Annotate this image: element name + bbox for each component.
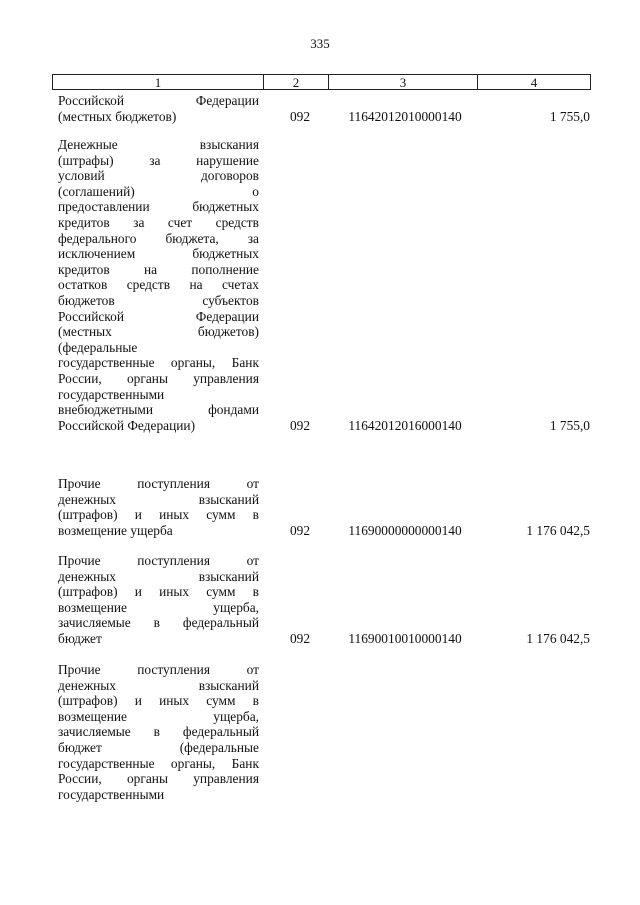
description-line bbox=[58, 184, 259, 200]
description-word: средств bbox=[215, 214, 259, 230]
description-word: договоров bbox=[200, 168, 259, 184]
description-word: управления bbox=[193, 771, 259, 787]
description-line bbox=[58, 631, 259, 647]
description-word: зачисляемые bbox=[58, 615, 131, 631]
description-line bbox=[58, 678, 259, 694]
description-word: федерального bbox=[58, 230, 137, 246]
description-word: федеральный bbox=[182, 724, 259, 740]
description-word: в bbox=[153, 724, 160, 740]
description-word: бюджетов) bbox=[197, 324, 259, 340]
description-line bbox=[58, 507, 259, 523]
description-word: денежных bbox=[58, 491, 116, 507]
description-line bbox=[58, 771, 259, 787]
row-description bbox=[58, 553, 259, 647]
description-line bbox=[58, 709, 259, 725]
description-word: бюджет bbox=[58, 630, 102, 646]
description-word: от bbox=[246, 662, 259, 677]
header-col-1: 1 bbox=[154, 75, 162, 90]
description-word: (штрафы) bbox=[58, 152, 114, 168]
row-description bbox=[58, 137, 259, 433]
description-word: Российской bbox=[58, 93, 124, 108]
description-line bbox=[58, 553, 259, 569]
description-word: в bbox=[252, 693, 259, 709]
description-word: бюджет bbox=[58, 739, 102, 755]
description-word: остатков bbox=[58, 277, 108, 293]
row-amount: 1 755,0 bbox=[549, 417, 590, 433]
description-word: в bbox=[252, 584, 259, 600]
description-word: Прочие bbox=[58, 553, 101, 568]
description-word: государственные bbox=[58, 355, 155, 371]
description-word: ущерба, bbox=[213, 708, 259, 724]
description-word: Прочие bbox=[58, 662, 101, 677]
description-word: иных bbox=[159, 693, 190, 709]
description-word: счетах bbox=[221, 277, 259, 293]
description-word: за bbox=[247, 230, 259, 246]
description-word: на bbox=[189, 277, 203, 293]
description-line bbox=[58, 600, 259, 616]
description-word: за bbox=[133, 214, 145, 230]
description-line bbox=[58, 137, 259, 153]
description-word: Банк bbox=[231, 355, 259, 371]
description-word: поступления bbox=[137, 662, 210, 677]
description-word: и bbox=[134, 507, 142, 523]
description-word: счет bbox=[167, 214, 193, 230]
description-line bbox=[58, 387, 259, 403]
description-word: Федерации bbox=[195, 308, 259, 324]
description-word: возмещение bbox=[58, 599, 127, 615]
description-line bbox=[58, 523, 259, 539]
description-word: Российской bbox=[58, 308, 124, 324]
row-code-budget: 11690010010000140 bbox=[348, 631, 462, 646]
description-word: пополнение bbox=[191, 261, 259, 277]
description-word: денежных bbox=[58, 568, 116, 584]
description-word: бюджетных bbox=[192, 246, 259, 262]
description-word: Денежные bbox=[58, 137, 118, 152]
description-word: сумм bbox=[206, 507, 236, 523]
description-word: внебюджетными bbox=[58, 402, 154, 418]
description-word: (местных бюджетов) bbox=[58, 108, 177, 124]
description-line bbox=[58, 371, 259, 387]
description-word: нарушение bbox=[196, 152, 259, 168]
description-line bbox=[58, 153, 259, 169]
description-word: поступления bbox=[137, 553, 210, 568]
description-word: исключением bbox=[58, 246, 136, 262]
description-word: Прочие bbox=[58, 476, 101, 491]
description-line bbox=[58, 262, 259, 278]
description-word: органы, bbox=[170, 355, 216, 371]
description-line bbox=[58, 293, 259, 309]
description-word: (федеральные bbox=[179, 739, 259, 755]
description-line bbox=[58, 756, 259, 772]
description-word: управления bbox=[193, 370, 259, 386]
description-word: взысканий bbox=[198, 568, 259, 584]
description-word: органы bbox=[126, 771, 168, 787]
description-word: от bbox=[246, 553, 259, 568]
description-line bbox=[58, 324, 259, 340]
description-word: денежных bbox=[58, 677, 116, 693]
row-code-budget: 11642012016000140 bbox=[348, 417, 462, 433]
description-word: органы bbox=[126, 370, 168, 386]
row-description bbox=[58, 662, 259, 802]
description-line bbox=[58, 476, 259, 492]
description-word: бюджетных bbox=[192, 199, 259, 215]
description-word: субъектов bbox=[202, 292, 259, 308]
description-line bbox=[58, 215, 259, 231]
description-line bbox=[58, 615, 259, 631]
description-word: взысканий bbox=[198, 491, 259, 507]
description-word: и bbox=[134, 693, 142, 709]
description-line bbox=[58, 569, 259, 585]
description-line bbox=[58, 355, 259, 371]
description-word: условий bbox=[58, 168, 105, 184]
description-word: государственными bbox=[58, 386, 165, 402]
description-word: органы, bbox=[170, 755, 216, 771]
description-line bbox=[58, 199, 259, 215]
description-word: Российской Федерации) bbox=[58, 417, 196, 433]
header-col-3: 3 bbox=[399, 75, 407, 90]
description-line bbox=[58, 584, 259, 600]
row-code-admin: 092 bbox=[289, 108, 311, 124]
description-word: России, bbox=[58, 771, 102, 787]
description-word: (местных bbox=[58, 324, 112, 340]
description-word: (федеральные bbox=[58, 339, 138, 355]
page-number: 335 bbox=[310, 36, 330, 51]
row-amount: 1 176 042,5 bbox=[526, 522, 590, 538]
description-word: в bbox=[153, 615, 160, 631]
row-code-budget: 11642012010000140 bbox=[348, 108, 462, 124]
description-line bbox=[58, 418, 259, 434]
description-line bbox=[58, 693, 259, 709]
description-word: государственные bbox=[58, 755, 155, 771]
table-header bbox=[52, 74, 591, 90]
description-line bbox=[58, 724, 259, 740]
description-line bbox=[58, 740, 259, 756]
description-word: за bbox=[149, 152, 161, 168]
description-line bbox=[58, 340, 259, 356]
description-word: иных bbox=[159, 584, 190, 600]
description-line bbox=[58, 492, 259, 508]
description-word: на bbox=[143, 261, 158, 277]
description-word: (штрафов) bbox=[58, 507, 118, 523]
description-word: поступления bbox=[137, 476, 210, 491]
description-word: в bbox=[252, 507, 259, 523]
row-code-budget: 11690000000000140 bbox=[348, 522, 462, 538]
description-word: иных bbox=[159, 507, 190, 523]
description-word: и bbox=[134, 584, 142, 600]
description-word: средств bbox=[126, 277, 171, 293]
description-word: кредитов bbox=[58, 261, 110, 277]
row-description bbox=[58, 476, 259, 538]
description-word: зачисляемые bbox=[58, 724, 131, 740]
description-line bbox=[58, 277, 259, 293]
description-word: о bbox=[252, 183, 259, 199]
row-code-admin: 092 bbox=[289, 631, 311, 646]
description-word: от bbox=[246, 476, 259, 491]
description-line bbox=[58, 246, 259, 262]
description-line bbox=[58, 662, 259, 678]
description-word: возмещение ущерба bbox=[58, 522, 173, 538]
description-word: кредитов bbox=[58, 214, 110, 230]
description-word: бюджетов bbox=[58, 292, 115, 308]
row-code-admin: 092 bbox=[289, 522, 311, 538]
description-line bbox=[58, 109, 259, 125]
description-line bbox=[58, 309, 259, 325]
header-col-4: 4 bbox=[530, 75, 538, 90]
row-amount: 1 176 042,5 bbox=[526, 631, 590, 646]
description-line bbox=[58, 402, 259, 418]
description-word: (штрафов) bbox=[58, 584, 118, 600]
description-word: взыскания bbox=[199, 137, 259, 152]
description-line bbox=[58, 168, 259, 184]
description-word: фондами bbox=[208, 402, 259, 418]
row-amount: 1 755,0 bbox=[549, 108, 590, 124]
description-word: (соглашений) bbox=[58, 183, 135, 199]
description-word: Федерации bbox=[195, 93, 259, 108]
description-word: бюджета, bbox=[165, 230, 219, 246]
description-word: взысканий bbox=[198, 677, 259, 693]
description-line bbox=[58, 787, 259, 803]
description-word: ущерба, bbox=[213, 599, 259, 615]
description-word: России, bbox=[58, 370, 102, 386]
description-word: Банк bbox=[231, 755, 259, 771]
row-description bbox=[58, 93, 259, 124]
description-word: сумм bbox=[206, 693, 236, 709]
description-word: возмещение bbox=[58, 708, 127, 724]
row-code-admin: 092 bbox=[289, 417, 311, 433]
description-word: сумм bbox=[206, 584, 236, 600]
description-line bbox=[58, 231, 259, 247]
description-word: (штрафов) bbox=[58, 693, 118, 709]
description-line bbox=[58, 93, 259, 109]
description-word: федеральный bbox=[182, 615, 259, 631]
description-word: предоставлении bbox=[58, 199, 150, 215]
description-word: государственными bbox=[58, 786, 165, 802]
header-col-2: 2 bbox=[292, 75, 300, 90]
